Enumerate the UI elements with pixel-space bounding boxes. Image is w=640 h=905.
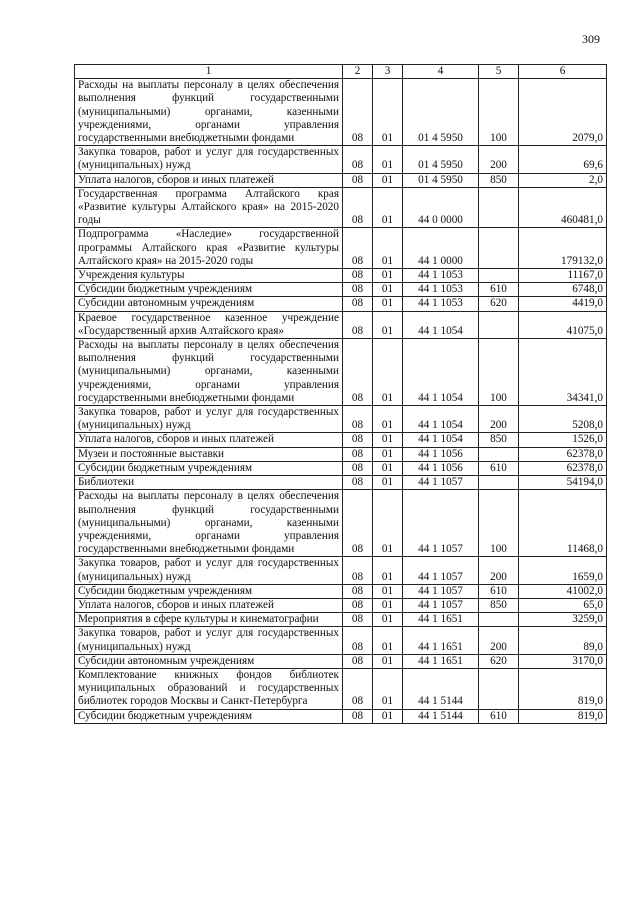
expense-name: Комплектование книжных фондов библиотек муниципальных образований и государственных библиотек городов Москвы и Санкт-Петербурга xyxy=(75,668,343,709)
subsection-code: 01 xyxy=(373,339,403,406)
section-code: 08 xyxy=(343,490,373,557)
amount-value: 65,0 xyxy=(519,598,607,612)
table-row xyxy=(75,557,607,584)
expense-type-code: 200 xyxy=(479,627,519,654)
subsection-code: 01 xyxy=(373,598,403,612)
expense-name: Учреждения культуры xyxy=(75,269,343,283)
amount-value: 41002,0 xyxy=(519,584,607,598)
subsection-code: 01 xyxy=(373,584,403,598)
section-code: 08 xyxy=(343,228,373,269)
table-row xyxy=(75,283,607,297)
target-article-code: 44 1 1057 xyxy=(403,584,479,598)
subsection-code: 01 xyxy=(373,173,403,187)
expense-name: Закупка товаров, работ и услуг для государственных (муниципальных) нужд xyxy=(75,406,343,433)
section-code: 08 xyxy=(343,311,373,338)
expense-name: Субсидии бюджетным учреждениям xyxy=(75,584,343,598)
expense-type-code xyxy=(479,668,519,709)
expense-type-code: 610 xyxy=(479,461,519,475)
expense-type-code: 200 xyxy=(479,406,519,433)
target-article-code: 44 1 1054 xyxy=(403,433,479,447)
table-row xyxy=(75,187,607,228)
amount-value: 34341,0 xyxy=(519,339,607,406)
section-code: 08 xyxy=(343,283,373,297)
amount-value: 819,0 xyxy=(519,709,607,723)
expense-type-code: 610 xyxy=(479,283,519,297)
subsection-code: 01 xyxy=(373,269,403,283)
target-article-code: 44 1 0000 xyxy=(403,228,479,269)
target-article-code: 44 1 1057 xyxy=(403,557,479,584)
expense-type-code xyxy=(479,476,519,490)
subsection-code: 01 xyxy=(373,613,403,627)
section-code: 08 xyxy=(343,557,373,584)
target-article-code: 44 1 1651 xyxy=(403,627,479,654)
target-article-code: 44 1 1054 xyxy=(403,406,479,433)
target-article-code: 01 4 5950 xyxy=(403,79,479,146)
amount-value: 89,0 xyxy=(519,627,607,654)
target-article-code: 44 1 5144 xyxy=(403,709,479,723)
target-article-code: 44 0 0000 xyxy=(403,187,479,228)
subsection-code: 01 xyxy=(373,228,403,269)
subsection-code: 01 xyxy=(373,461,403,475)
table-row xyxy=(75,433,607,447)
table-row xyxy=(75,461,607,475)
amount-value: 4419,0 xyxy=(519,297,607,311)
section-code: 08 xyxy=(343,627,373,654)
expense-name: Библиотеки xyxy=(75,476,343,490)
amount-value: 54194,0 xyxy=(519,476,607,490)
table-row xyxy=(75,311,607,338)
amount-value: 6748,0 xyxy=(519,283,607,297)
expense-type-code xyxy=(479,447,519,461)
expense-type-code xyxy=(479,228,519,269)
amount-value: 62378,0 xyxy=(519,461,607,475)
expense-name: Уплата налогов, сборов и иных платежей xyxy=(75,433,343,447)
target-article-code: 44 1 1057 xyxy=(403,490,479,557)
section-code: 08 xyxy=(343,598,373,612)
expense-type-code: 200 xyxy=(479,557,519,584)
target-article-code: 44 1 1651 xyxy=(403,654,479,668)
expense-name: Субсидии автономным учреждениям xyxy=(75,654,343,668)
section-code: 08 xyxy=(343,433,373,447)
table-row xyxy=(75,598,607,612)
header-col-5: 5 xyxy=(479,65,519,79)
expense-type-code: 100 xyxy=(479,339,519,406)
amount-value: 460481,0 xyxy=(519,187,607,228)
table-row xyxy=(75,709,607,723)
amount-value: 41075,0 xyxy=(519,311,607,338)
table-row xyxy=(75,490,607,557)
section-code: 08 xyxy=(343,406,373,433)
target-article-code: 44 1 1053 xyxy=(403,269,479,283)
section-code: 08 xyxy=(343,187,373,228)
subsection-code: 01 xyxy=(373,311,403,338)
expense-name: Субсидии бюджетным учреждениям xyxy=(75,461,343,475)
amount-value: 62378,0 xyxy=(519,447,607,461)
subsection-code: 01 xyxy=(373,297,403,311)
table-row xyxy=(75,654,607,668)
table-row xyxy=(75,584,607,598)
expense-type-code: 850 xyxy=(479,598,519,612)
page-number: 309 xyxy=(582,32,600,46)
table-row xyxy=(75,339,607,406)
target-article-code: 44 1 5144 xyxy=(403,668,479,709)
subsection-code: 01 xyxy=(373,187,403,228)
expense-name: Закупка товаров, работ и услуг для государственных (муниципальных) нужд xyxy=(75,146,343,173)
target-article-code: 44 1 1053 xyxy=(403,297,479,311)
expense-type-code: 100 xyxy=(479,490,519,557)
amount-value: 69,6 xyxy=(519,146,607,173)
header-col-3: 3 xyxy=(373,65,403,79)
amount-value: 1526,0 xyxy=(519,433,607,447)
header-col-4: 4 xyxy=(403,65,479,79)
target-article-code: 01 4 5950 xyxy=(403,173,479,187)
section-code: 08 xyxy=(343,146,373,173)
subsection-code: 01 xyxy=(373,146,403,173)
section-code: 08 xyxy=(343,79,373,146)
table-row xyxy=(75,79,607,146)
table-row xyxy=(75,613,607,627)
table-row xyxy=(75,627,607,654)
amount-value: 5208,0 xyxy=(519,406,607,433)
amount-value: 819,0 xyxy=(519,668,607,709)
header-col-1: 1 xyxy=(75,65,343,79)
expense-name: Расходы на выплаты персоналу в целях обеспечения выполнения функций государственными (муниципальными) органами, казенными учреждениями, органами управления государственными внебюджетными фондами xyxy=(75,490,343,557)
section-code: 08 xyxy=(343,709,373,723)
expense-name: Расходы на выплаты персоналу в целях обеспечения выполнения функций государственными (муниципальными) органами, казенными учреждениями, органами управления государственными внебюджетными фондами xyxy=(75,339,343,406)
expense-name: Мероприятия в сфере культуры и кинематографии xyxy=(75,613,343,627)
expense-name: Краевое государственное казенное учреждение «Государственный архив Алтайского края» xyxy=(75,311,343,338)
subsection-code: 01 xyxy=(373,654,403,668)
expense-name: Субсидии бюджетным учреждениям xyxy=(75,283,343,297)
expense-name: Субсидии бюджетным учреждениям xyxy=(75,709,343,723)
target-article-code: 44 1 1056 xyxy=(403,447,479,461)
section-code: 08 xyxy=(343,654,373,668)
expense-type-code: 610 xyxy=(479,584,519,598)
target-article-code: 44 1 1057 xyxy=(403,476,479,490)
table-row xyxy=(75,146,607,173)
section-code: 08 xyxy=(343,461,373,475)
amount-value: 2,0 xyxy=(519,173,607,187)
expense-name: Музеи и постоянные выставки xyxy=(75,447,343,461)
expense-type-code xyxy=(479,311,519,338)
target-article-code: 01 4 5950 xyxy=(403,146,479,173)
subsection-code: 01 xyxy=(373,79,403,146)
table-row xyxy=(75,476,607,490)
table-row xyxy=(75,228,607,269)
section-code: 08 xyxy=(343,613,373,627)
table-row xyxy=(75,297,607,311)
subsection-code: 01 xyxy=(373,447,403,461)
expense-name: Уплата налогов, сборов и иных платежей xyxy=(75,173,343,187)
header-col-2: 2 xyxy=(343,65,373,79)
table-row xyxy=(75,269,607,283)
expense-name: Расходы на выплаты персоналу в целях обеспечения выполнения функций государственными (муниципальными) органами, казенными учреждениями, органами управления государственными внебюджетными фондами xyxy=(75,79,343,146)
expense-type-code: 620 xyxy=(479,297,519,311)
subsection-code: 01 xyxy=(373,557,403,584)
amount-value: 179132,0 xyxy=(519,228,607,269)
target-article-code: 44 1 1054 xyxy=(403,311,479,338)
subsection-code: 01 xyxy=(373,283,403,297)
subsection-code: 01 xyxy=(373,476,403,490)
expense-type-code: 850 xyxy=(479,433,519,447)
subsection-code: 01 xyxy=(373,433,403,447)
section-code: 08 xyxy=(343,339,373,406)
target-article-code: 44 1 1057 xyxy=(403,598,479,612)
target-article-code: 44 1 1056 xyxy=(403,461,479,475)
budget-table xyxy=(74,64,607,724)
section-code: 08 xyxy=(343,269,373,283)
expense-type-code: 850 xyxy=(479,173,519,187)
expense-type-code: 200 xyxy=(479,146,519,173)
section-code: 08 xyxy=(343,447,373,461)
section-code: 08 xyxy=(343,173,373,187)
amount-value: 1659,0 xyxy=(519,557,607,584)
expense-type-code xyxy=(479,269,519,283)
expense-type-code: 100 xyxy=(479,79,519,146)
expense-name: Государственная программа Алтайского края «Развитие культуры Алтайского края» на 2015-2020 годы xyxy=(75,187,343,228)
target-article-code: 44 1 1651 xyxy=(403,613,479,627)
subsection-code: 01 xyxy=(373,668,403,709)
subsection-code: 01 xyxy=(373,490,403,557)
expense-type-code: 620 xyxy=(479,654,519,668)
section-code: 08 xyxy=(343,297,373,311)
subsection-code: 01 xyxy=(373,709,403,723)
section-code: 08 xyxy=(343,584,373,598)
amount-value: 11468,0 xyxy=(519,490,607,557)
amount-value: 2079,0 xyxy=(519,79,607,146)
table-row xyxy=(75,447,607,461)
target-article-code: 44 1 1054 xyxy=(403,339,479,406)
amount-value: 11167,0 xyxy=(519,269,607,283)
amount-value: 3259,0 xyxy=(519,613,607,627)
table-row xyxy=(75,173,607,187)
target-article-code: 44 1 1053 xyxy=(403,283,479,297)
expense-name: Подпрограмма «Наследие» государственной программы Алтайского края «Развитие культуры Алтайского края» на 2015-2020 годы xyxy=(75,228,343,269)
section-code: 08 xyxy=(343,476,373,490)
subsection-code: 01 xyxy=(373,627,403,654)
section-code: 08 xyxy=(343,668,373,709)
expense-type-code xyxy=(479,613,519,627)
table-header-row xyxy=(75,65,607,79)
subsection-code: 01 xyxy=(373,406,403,433)
expense-type-code: 610 xyxy=(479,709,519,723)
table-row xyxy=(75,668,607,709)
expense-name: Уплата налогов, сборов и иных платежей xyxy=(75,598,343,612)
expense-name: Закупка товаров, работ и услуг для государственных (муниципальных) нужд xyxy=(75,627,343,654)
header-col-6: 6 xyxy=(519,65,607,79)
expense-name: Субсидии автономным учреждениям xyxy=(75,297,343,311)
expense-name: Закупка товаров, работ и услуг для государственных (муниципальных) нужд xyxy=(75,557,343,584)
table-row xyxy=(75,406,607,433)
expense-type-code xyxy=(479,187,519,228)
amount-value: 3170,0 xyxy=(519,654,607,668)
